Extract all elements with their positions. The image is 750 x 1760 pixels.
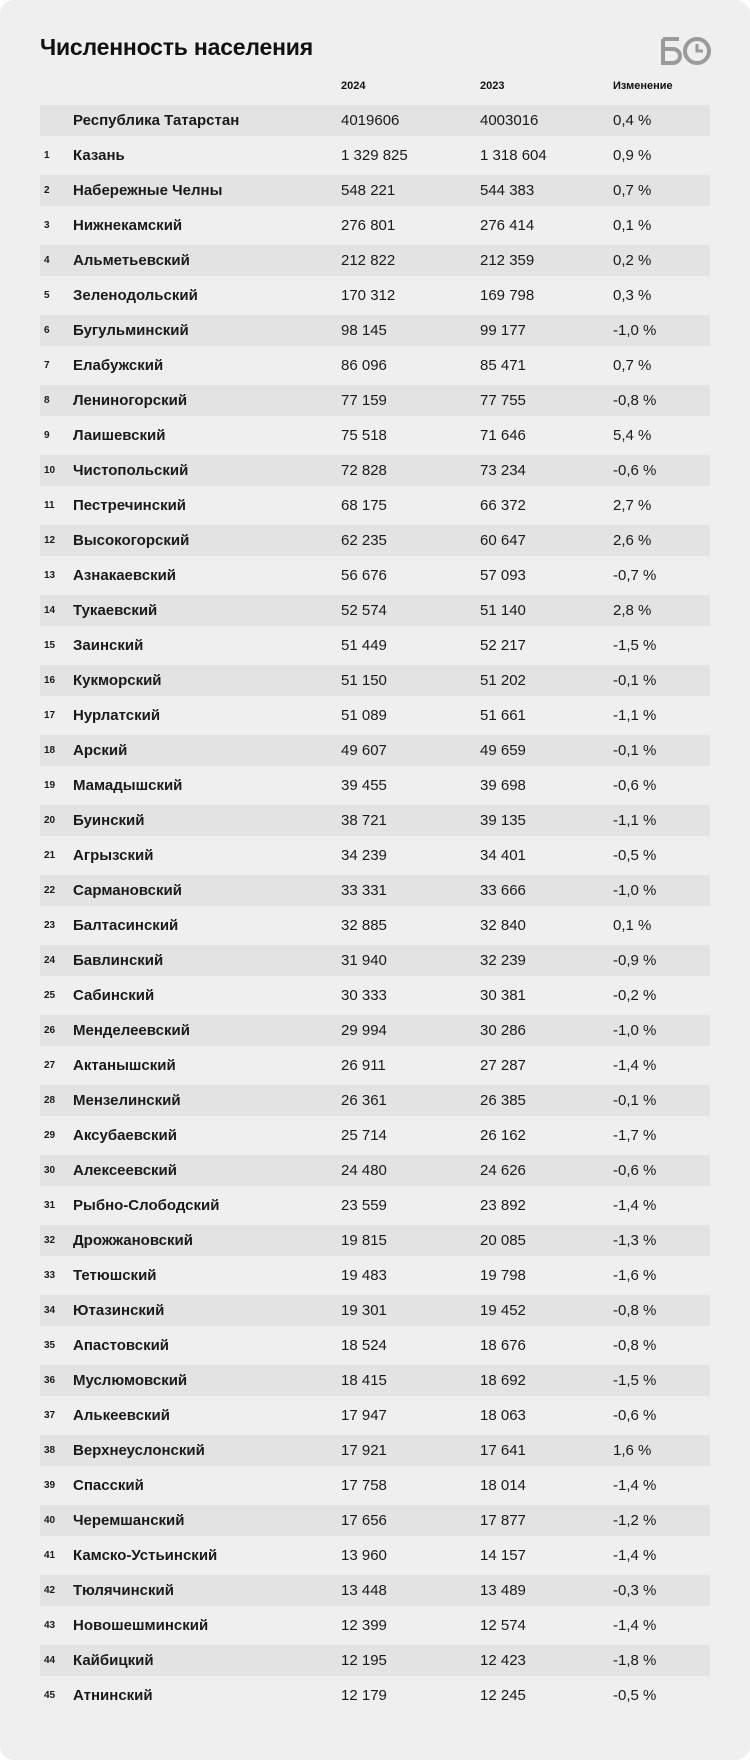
table-row bbox=[40, 805, 710, 836]
district-name: Азнакаевский bbox=[73, 567, 177, 584]
population-change: -0,6 % bbox=[613, 777, 657, 794]
population-change: 0,7 % bbox=[613, 182, 652, 199]
table-row bbox=[40, 560, 710, 591]
row-number: 45 bbox=[44, 1690, 56, 1701]
district-name: Кукморский bbox=[73, 672, 162, 689]
table-row bbox=[40, 665, 710, 696]
row-number: 20 bbox=[44, 815, 56, 826]
row-number: 7 bbox=[44, 360, 50, 371]
row-number: 24 bbox=[44, 955, 56, 966]
table-row bbox=[40, 455, 710, 486]
population-change: -0,6 % bbox=[613, 1407, 657, 1424]
population-change: -1,2 % bbox=[613, 1512, 657, 1529]
district-name: Нурлатский bbox=[73, 707, 161, 724]
table-row bbox=[40, 1610, 710, 1641]
population-2023: 12 423 bbox=[480, 1652, 526, 1669]
population-2023: 26 385 bbox=[480, 1092, 526, 1109]
population-2023: 71 646 bbox=[480, 427, 526, 444]
population-2024: 56 676 bbox=[341, 567, 387, 584]
population-2024: 19 483 bbox=[341, 1267, 387, 1284]
district-name: Актанышский bbox=[73, 1057, 176, 1074]
district-name: Аксубаевский bbox=[73, 1127, 177, 1144]
population-2024: 548 221 bbox=[341, 182, 396, 199]
page-title: Численность населения bbox=[40, 34, 313, 60]
table-row bbox=[40, 1645, 710, 1676]
table-row bbox=[40, 140, 710, 171]
population-2024: 12 399 bbox=[341, 1617, 387, 1634]
population-2024: 18 415 bbox=[341, 1372, 387, 1389]
population-2023: 51 661 bbox=[480, 707, 526, 724]
population-2023: 20 085 bbox=[480, 1232, 526, 1249]
row-number: 14 bbox=[44, 605, 56, 616]
population-2024: 12 195 bbox=[341, 1652, 387, 1669]
population-2024: 68 175 bbox=[341, 497, 387, 514]
row-number: 31 bbox=[44, 1200, 56, 1211]
population-2023: 169 798 bbox=[480, 287, 535, 304]
district-name: Черемшанский bbox=[73, 1512, 185, 1529]
population-2024: 39 455 bbox=[341, 777, 387, 794]
row-number: 16 bbox=[44, 675, 56, 686]
table-row bbox=[40, 1050, 710, 1081]
table-row bbox=[40, 595, 710, 626]
district-name: Новошешминский bbox=[73, 1617, 209, 1634]
population-2023: 17 877 bbox=[480, 1512, 526, 1529]
population-2024: 77 159 bbox=[341, 392, 387, 409]
row-number: 9 bbox=[44, 430, 50, 441]
table-row bbox=[40, 1505, 710, 1536]
row-number: 4 bbox=[44, 255, 50, 266]
table-row bbox=[40, 1190, 710, 1221]
population-2024: 17 656 bbox=[341, 1512, 387, 1529]
district-name: Зеленодольский bbox=[73, 287, 198, 304]
population-2024: 24 480 bbox=[341, 1162, 387, 1179]
row-number: 10 bbox=[44, 465, 56, 476]
column-header-2024: 2024 bbox=[341, 80, 366, 92]
population-2023: 49 659 bbox=[480, 742, 526, 759]
population-change: -1,5 % bbox=[613, 1372, 657, 1389]
district-name: Высокогорский bbox=[73, 532, 190, 549]
table-row bbox=[40, 1400, 710, 1431]
table-row bbox=[40, 1225, 710, 1256]
row-number: 44 bbox=[44, 1655, 56, 1666]
table-row bbox=[40, 1575, 710, 1606]
population-change: -1,8 % bbox=[613, 1652, 657, 1669]
table-row bbox=[40, 350, 710, 381]
population-2023: 32 840 bbox=[480, 917, 526, 934]
district-name: Алексеевский bbox=[73, 1162, 177, 1179]
population-2023: 18 676 bbox=[480, 1337, 526, 1354]
population-2024: 86 096 bbox=[341, 357, 387, 374]
population-2024: 23 559 bbox=[341, 1197, 387, 1214]
row-number: 28 bbox=[44, 1095, 56, 1106]
bo-logo-icon bbox=[660, 34, 712, 68]
row-number: 38 bbox=[44, 1445, 56, 1456]
district-name: Лениногорский bbox=[73, 392, 188, 409]
district-name: Атнинский bbox=[73, 1687, 153, 1704]
district-name: Менделеевский bbox=[73, 1022, 190, 1039]
population-2024: 26 911 bbox=[341, 1057, 386, 1074]
population-change: -1,4 % bbox=[613, 1197, 657, 1214]
population-change: -1,4 % bbox=[613, 1617, 657, 1634]
population-2023: 99 177 bbox=[480, 322, 526, 339]
table-row bbox=[40, 1085, 710, 1116]
district-name: Тюлячинский bbox=[73, 1582, 174, 1599]
population-change: 0,1 % bbox=[613, 917, 652, 934]
district-name: Агрызский bbox=[73, 847, 154, 864]
population-2023: 18 014 bbox=[480, 1477, 526, 1494]
population-2023: 18 063 bbox=[480, 1407, 526, 1424]
district-name: Лаишевский bbox=[73, 427, 166, 444]
population-2023: 51 140 bbox=[480, 602, 526, 619]
district-name: Буинский bbox=[73, 812, 145, 829]
population-2023: 51 202 bbox=[480, 672, 526, 689]
population-2024: 31 940 bbox=[341, 952, 387, 969]
population-change: 2,7 % bbox=[613, 497, 652, 514]
population-2023: 57 093 bbox=[480, 567, 526, 584]
table-row bbox=[40, 980, 710, 1011]
district-name: Сармановский bbox=[73, 882, 182, 899]
row-number: 15 bbox=[44, 640, 56, 651]
population-2023: 30 381 bbox=[480, 987, 526, 1004]
table-row bbox=[40, 1260, 710, 1291]
population-2023: 60 647 bbox=[480, 532, 526, 549]
population-change: -0,1 % bbox=[613, 672, 657, 689]
population-2024: 33 331 bbox=[341, 882, 387, 899]
district-name: Дрожжановский bbox=[73, 1232, 193, 1249]
row-number: 37 bbox=[44, 1410, 56, 1421]
population-change: -0,5 % bbox=[613, 847, 657, 864]
population-change: 0,7 % bbox=[613, 357, 652, 374]
table-row bbox=[40, 420, 710, 451]
district-name: Елабужский bbox=[73, 357, 164, 374]
population-change: -1,0 % bbox=[613, 1022, 657, 1039]
population-change: -0,8 % bbox=[613, 1337, 657, 1354]
population-2024: 51 089 bbox=[341, 707, 387, 724]
population-2023: 13 489 bbox=[480, 1582, 526, 1599]
row-number: 1 bbox=[44, 150, 50, 161]
row-number: 26 bbox=[44, 1025, 56, 1036]
table-row bbox=[40, 1155, 710, 1186]
table-row bbox=[40, 1680, 710, 1711]
population-change: -1,0 % bbox=[613, 882, 657, 899]
population-change: 1,6 % bbox=[613, 1442, 652, 1459]
table-row bbox=[40, 1015, 710, 1046]
population-change: -0,8 % bbox=[613, 1302, 657, 1319]
district-name: Мензелинский bbox=[73, 1092, 181, 1109]
population-2023: 85 471 bbox=[480, 357, 526, 374]
population-2024: 19 815 bbox=[341, 1232, 387, 1249]
population-change: 2,8 % bbox=[613, 602, 652, 619]
population-2024: 75 518 bbox=[341, 427, 387, 444]
row-number: 33 bbox=[44, 1270, 56, 1281]
table-row bbox=[40, 210, 710, 241]
population-2023: 212 359 bbox=[480, 252, 535, 269]
population-2024: 51 150 bbox=[341, 672, 387, 689]
table-row bbox=[40, 1330, 710, 1361]
district-name: Заинский bbox=[73, 637, 144, 654]
row-number: 19 bbox=[44, 780, 56, 791]
table-row bbox=[40, 1470, 710, 1501]
population-2024: 51 449 bbox=[341, 637, 387, 654]
district-name: Нижнекамский bbox=[73, 217, 183, 234]
population-2024: 34 239 bbox=[341, 847, 387, 864]
table-row bbox=[40, 1435, 710, 1466]
population-2024: 26 361 bbox=[341, 1092, 387, 1109]
population-2023: 32 239 bbox=[480, 952, 526, 969]
population-2024: 38 721 bbox=[341, 812, 387, 829]
population-change: -1,1 % bbox=[613, 707, 657, 724]
district-name: Бугульминский bbox=[73, 322, 189, 339]
table-row bbox=[40, 945, 710, 976]
population-2023: 73 234 bbox=[480, 462, 526, 479]
population-2024: 32 885 bbox=[341, 917, 387, 934]
population-2024: 18 524 bbox=[341, 1337, 387, 1354]
population-change: -1,0 % bbox=[613, 322, 657, 339]
table-header bbox=[0, 80, 750, 100]
population-change: 0,3 % bbox=[613, 287, 652, 304]
population-change: -1,4 % bbox=[613, 1477, 657, 1494]
population-change: 0,4 % bbox=[613, 112, 652, 129]
population-2023: 19 798 bbox=[480, 1267, 526, 1284]
district-name: Сабинский bbox=[73, 987, 155, 1004]
table-row bbox=[40, 315, 710, 346]
row-number: 29 bbox=[44, 1130, 56, 1141]
population-2023: 19 452 bbox=[480, 1302, 526, 1319]
population-2024: 30 333 bbox=[341, 987, 387, 1004]
population-change: -1,6 % bbox=[613, 1267, 657, 1284]
population-2023: 52 217 bbox=[480, 637, 526, 654]
district-name: Пестречинский bbox=[73, 497, 187, 514]
district-name: Альметьевский bbox=[73, 252, 190, 269]
table-row bbox=[40, 385, 710, 416]
population-2024: 13 960 bbox=[341, 1547, 387, 1564]
population-2023: 4003016 bbox=[480, 112, 539, 129]
population-change: -0,1 % bbox=[613, 742, 657, 759]
row-number: 2 bbox=[44, 185, 50, 196]
table-row bbox=[40, 245, 710, 276]
population-2024: 276 801 bbox=[341, 217, 396, 234]
population-2024: 17 921 bbox=[341, 1442, 387, 1459]
row-number: 18 bbox=[44, 745, 56, 756]
district-name: Спасский bbox=[73, 1477, 144, 1494]
district-name: Мамадышский bbox=[73, 777, 183, 794]
population-2023: 14 157 bbox=[480, 1547, 526, 1564]
population-2023: 26 162 bbox=[480, 1127, 526, 1144]
row-number: 36 bbox=[44, 1375, 56, 1386]
table-row bbox=[40, 1540, 710, 1571]
district-name: Балтасинский bbox=[73, 917, 179, 934]
row-number: 21 bbox=[44, 850, 56, 861]
population-change: 0,1 % bbox=[613, 217, 652, 234]
column-header-2023: 2023 bbox=[480, 80, 505, 92]
population-2023: 30 286 bbox=[480, 1022, 526, 1039]
population-2023: 544 383 bbox=[480, 182, 535, 199]
population-2024: 98 145 bbox=[341, 322, 387, 339]
population-2023: 27 287 bbox=[480, 1057, 526, 1074]
row-number: 34 bbox=[44, 1305, 56, 1316]
row-number: 13 bbox=[44, 570, 56, 581]
population-change: -1,5 % bbox=[613, 637, 657, 654]
population-change: -1,4 % bbox=[613, 1547, 657, 1564]
population-change: 0,9 % bbox=[613, 147, 652, 164]
population-change: -1,7 % bbox=[613, 1127, 657, 1144]
row-number: 30 bbox=[44, 1165, 56, 1176]
population-2024: 170 312 bbox=[341, 287, 396, 304]
population-2024: 212 822 bbox=[341, 252, 396, 269]
row-number: 3 bbox=[44, 220, 50, 231]
population-change: -1,3 % bbox=[613, 1232, 657, 1249]
table-row bbox=[40, 630, 710, 661]
district-name: Арский bbox=[73, 742, 128, 759]
district-name: Кайбицкий bbox=[73, 1652, 154, 1669]
row-number: 12 bbox=[44, 535, 56, 546]
population-2024: 25 714 bbox=[341, 1127, 387, 1144]
population-2023: 12 574 bbox=[480, 1617, 526, 1634]
table-row bbox=[40, 1365, 710, 1396]
row-number: 27 bbox=[44, 1060, 56, 1071]
table-row bbox=[40, 280, 710, 311]
row-number: 23 bbox=[44, 920, 56, 931]
district-name: Казань bbox=[73, 147, 125, 164]
row-number: 8 bbox=[44, 395, 50, 406]
table-row bbox=[40, 1120, 710, 1151]
population-2023: 1 318 604 bbox=[480, 147, 547, 164]
population-2024: 52 574 bbox=[341, 602, 387, 619]
population-change: -0,7 % bbox=[613, 567, 657, 584]
district-name: Тетюшский bbox=[73, 1267, 157, 1284]
district-name: Рыбно-Слободский bbox=[73, 1197, 220, 1214]
district-name: Тукаевский bbox=[73, 602, 158, 619]
population-2024: 1 329 825 bbox=[341, 147, 408, 164]
population-2023: 39 698 bbox=[480, 777, 526, 794]
population-change: 5,4 % bbox=[613, 427, 652, 444]
district-name: Алькеевский bbox=[73, 1407, 170, 1424]
table-row bbox=[40, 770, 710, 801]
population-change: -0,8 % bbox=[613, 392, 657, 409]
population-2024: 17 947 bbox=[341, 1407, 387, 1424]
table-row bbox=[40, 875, 710, 906]
table-row bbox=[40, 175, 710, 206]
district-name: Набережные Челны bbox=[73, 182, 223, 199]
population-2023: 18 692 bbox=[480, 1372, 526, 1389]
population-2024: 19 301 bbox=[341, 1302, 387, 1319]
row-number: 11 bbox=[44, 500, 55, 511]
table-row bbox=[40, 525, 710, 556]
population-2024: 12 179 bbox=[341, 1687, 387, 1704]
population-2024: 49 607 bbox=[341, 742, 387, 759]
population-change: 2,6 % bbox=[613, 532, 652, 549]
population-2023: 33 666 bbox=[480, 882, 526, 899]
district-name: Верхнеуслонский bbox=[73, 1442, 205, 1459]
row-number: 41 bbox=[44, 1550, 56, 1561]
population-2023: 77 755 bbox=[480, 392, 526, 409]
column-header-change: Изменение bbox=[613, 80, 673, 92]
population-table bbox=[40, 105, 710, 1715]
population-change: -0,3 % bbox=[613, 1582, 657, 1599]
row-number: 40 bbox=[44, 1515, 56, 1526]
district-name: Чистопольский bbox=[73, 462, 189, 479]
district-name: Муслюмовский bbox=[73, 1372, 188, 1389]
table-row bbox=[40, 910, 710, 941]
table-row bbox=[40, 490, 710, 521]
region-name: Республика Татарстан bbox=[73, 112, 240, 129]
row-number: 6 bbox=[44, 325, 50, 336]
population-change: -0,2 % bbox=[613, 987, 657, 1004]
total-row bbox=[40, 105, 710, 136]
population-change: -0,5 % bbox=[613, 1687, 657, 1704]
population-2023: 276 414 bbox=[480, 217, 535, 234]
population-2023: 23 892 bbox=[480, 1197, 526, 1214]
row-number: 42 bbox=[44, 1585, 56, 1596]
table-row bbox=[40, 735, 710, 766]
population-2024: 72 828 bbox=[341, 462, 387, 479]
table-row bbox=[40, 1295, 710, 1326]
population-2023: 34 401 bbox=[480, 847, 526, 864]
row-number: 39 bbox=[44, 1480, 56, 1491]
table-row bbox=[40, 700, 710, 731]
population-change: -1,1 % bbox=[613, 812, 657, 829]
population-2023: 12 245 bbox=[480, 1687, 526, 1704]
population-2024: 29 994 bbox=[341, 1022, 387, 1039]
population-2023: 17 641 bbox=[480, 1442, 526, 1459]
population-2024: 62 235 bbox=[341, 532, 387, 549]
row-number: 17 bbox=[44, 710, 56, 721]
population-change: 0,2 % bbox=[613, 252, 652, 269]
district-name: Апастовский bbox=[73, 1337, 170, 1354]
population-2023: 39 135 bbox=[480, 812, 526, 829]
row-number: 22 bbox=[44, 885, 56, 896]
population-2024: 13 448 bbox=[341, 1582, 387, 1599]
row-number: 32 bbox=[44, 1235, 56, 1246]
row-number: 5 bbox=[44, 290, 50, 301]
population-2023: 24 626 bbox=[480, 1162, 526, 1179]
district-name: Камско-Устьинский bbox=[73, 1547, 218, 1564]
population-change: -1,4 % bbox=[613, 1057, 657, 1074]
row-number: 43 bbox=[44, 1620, 56, 1631]
row-number: 35 bbox=[44, 1340, 56, 1351]
population-change: -0,9 % bbox=[613, 952, 657, 969]
population-2024: 4019606 bbox=[341, 112, 400, 129]
row-number: 25 bbox=[44, 990, 56, 1001]
district-name: Ютазинский bbox=[73, 1302, 165, 1319]
population-2024: 17 758 bbox=[341, 1477, 387, 1494]
population-change: -0,6 % bbox=[613, 462, 657, 479]
population-change: -0,6 % bbox=[613, 1162, 657, 1179]
district-name: Бавлинский bbox=[73, 952, 164, 969]
population-2023: 66 372 bbox=[480, 497, 526, 514]
population-change: -0,1 % bbox=[613, 1092, 657, 1109]
table-row bbox=[40, 840, 710, 871]
